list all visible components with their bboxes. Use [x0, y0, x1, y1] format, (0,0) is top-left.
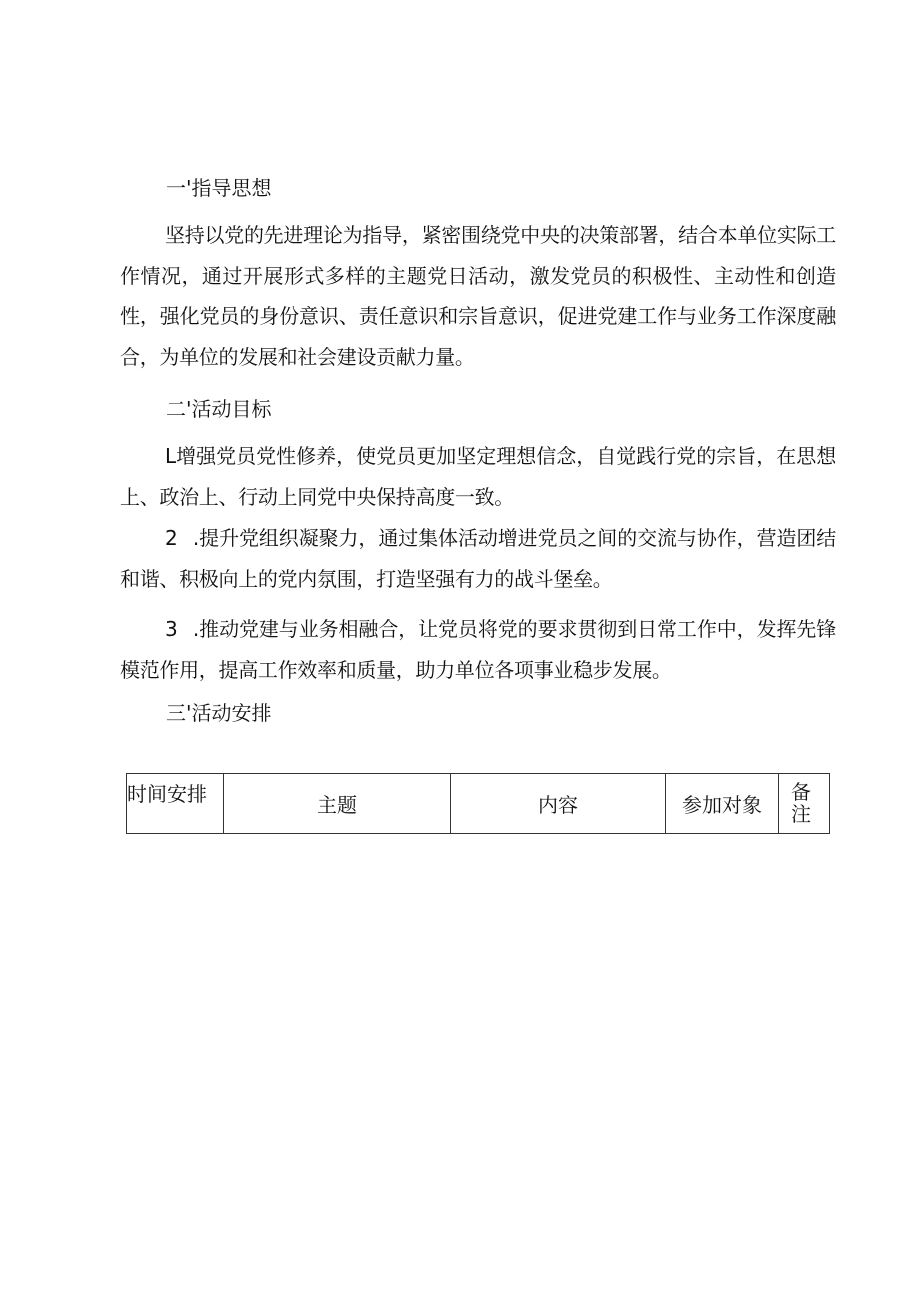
header-label-content: 内容	[538, 793, 578, 817]
section-heading-activity-goals: 二'活动目标	[166, 397, 272, 421]
schedule-table	[126, 773, 830, 834]
header-cell-remarks	[779, 774, 830, 834]
header-cell-content	[451, 774, 666, 834]
section-heading-guiding-ideology: 一'指导思想	[166, 176, 272, 200]
goal-item-1: L增强党员党性修养，使党员更加坚定理想信念，自觉践行党的宗旨，在思想上、政治上、行动上同党中央保持高度一致。	[120, 444, 836, 509]
section-heading-activity-schedule: 三'活动安排	[166, 701, 272, 725]
header-cell-participants	[666, 774, 779, 834]
header-label-remarks: 备注	[791, 780, 811, 826]
header-cell-theme	[224, 774, 451, 834]
header-label-participants: 参加对象	[682, 793, 762, 817]
goal-item-2: 2 .提升党组织凝聚力，通过集体活动增进党员之间的交流与协作，营造团结和谐、积极向上的党内氛围，打造坚强有力的战斗堡垒。	[120, 526, 836, 591]
header-label-theme: 主题	[317, 793, 357, 817]
goal-item-3: 3 .推动党建与业务相融合，让党员将党的要求贯彻到日常工作中，发挥先锋模范作用，提高工作效率和质量，助力单位各项事业稳步发展。	[120, 617, 836, 682]
header-cell-time	[127, 774, 224, 834]
guiding-ideology-paragraph: 坚持以党的先进理论为指导，紧密围绕党中央的决策部署，结合本单位实际工作情况，通过开展形式多样的主题党日活动，激发党员的积极性、主动性和创造性，强化党员的身份意识、责任意识和宗旨意识，促进党建工作与业务工作深度融合，为单位的发展和社会建设贡献力量。	[120, 223, 836, 369]
header-label-time: 时间安排	[127, 782, 207, 806]
table-header-row	[127, 774, 830, 834]
